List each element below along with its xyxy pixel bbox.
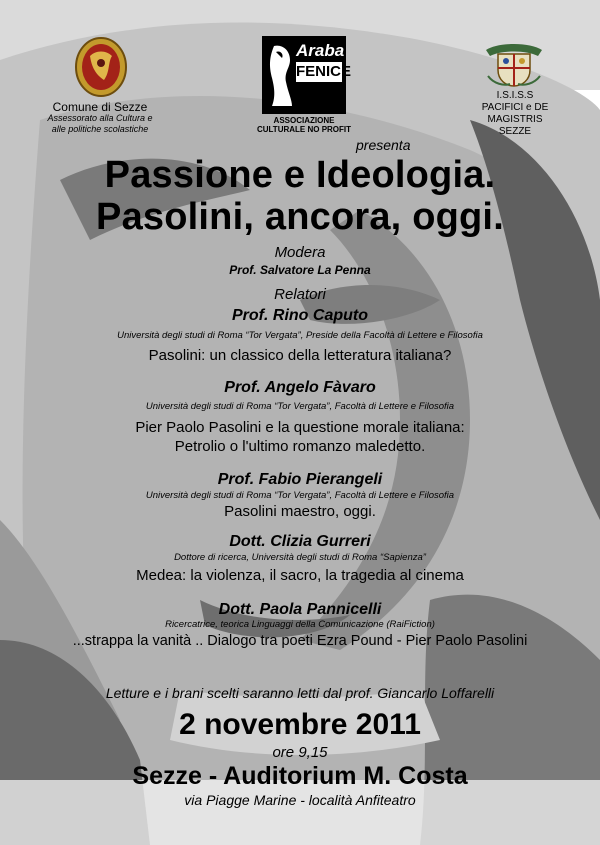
school-line2: PACIFICI e DE MAGISTRIS [481,102,549,125]
phoenix-horse-icon [266,42,296,108]
event-time: ore 9,15 [272,744,328,761]
moderator-label: Modera [274,244,326,261]
logo-fenice: FENICE [296,63,352,80]
event-date: 2 novembre 2011 [179,708,421,741]
comune-line2: alle politiche scolastiche [51,124,149,134]
logo-araba: Araba [296,41,345,60]
isiss-school-crest-icon [484,40,544,88]
speaker-name: Dott. Paola Pannicelli [218,601,382,618]
speaker-name: Dott. Clizia Gurreri [229,533,371,550]
event-address: via Piagge Marine - località Anfiteatro [184,792,416,808]
comune-line1: Assessorato alla Cultura e [47,113,153,123]
comune-sezze-crest-icon [74,36,128,98]
comune-block [40,101,160,135]
speakers-label: Relatori [274,286,326,303]
event-title-line2: Pasolini, ancora, oggi. [96,196,504,238]
speaker-talk-title: Pasolini maestro, oggi. [224,503,376,520]
association-label-2: CULTURALE NO PROFIT [256,125,352,134]
speaker-affiliation: Università degli studi di Roma “Tor Vergata”, Facoltà di Lettere e Filosofia [145,401,455,412]
araba-fenice-logo [262,36,352,114]
speaker-affiliation: Università degli studi di Roma “Tor Vergata”, Preside della Facoltà di Lettere e Filosofia [117,330,483,341]
school-block [460,90,570,138]
speaker-talk-title: ...strappa la vanità .. Dialogo tra poeti Ezra Pound - Pier Paolo Pasolini [72,633,528,649]
event-venue: Sezze - Auditorium M. Costa [132,762,468,790]
speaker-affiliation: Università degli studi di Roma “Tor Vergata”, Facoltà di Lettere e Filosofia [145,490,455,501]
speaker-talk-title: Pasolini: un classico della letteratura italiana? [148,347,452,364]
speaker-affiliation: Dottore di ricerca, Università degli studi di Roma “Sapienza” [174,552,426,563]
logo-fenice-box [296,62,352,82]
readings-note: Letture e i brani scelti saranno letti dal prof. Giancarlo Loffarelli [105,685,495,701]
speaker-talk-title: Pier Paolo Pasolini e la questione morale italiana: [135,419,465,436]
presenta-text: presenta [356,137,411,153]
speaker-talk-title: Medea: la violenza, il sacro, la tragedia al cinema [136,567,464,584]
speaker-talk-title: Petrolio o l'ultimo romanzo maledetto. [174,438,426,455]
association-label-1: ASSOCIAZIONE [273,116,335,125]
speaker-affiliation: Ricercatrice, teorica Linguaggi della Comunicazione (RaiFiction) [165,619,435,630]
speaker-name: Prof. Rino Caputo [232,307,368,324]
association-label [246,116,362,134]
event-title-line1: Passione e Ideologia. [104,154,496,196]
school-line1: I.S.I.S.S [496,90,534,101]
school-line3: SEZZE [498,126,532,137]
speaker-name: Prof. Angelo Fàvaro [224,379,376,396]
speaker-name: Prof. Fabio Pierangeli [217,471,383,488]
moderator-name: Prof. Salvatore La Penna [229,263,371,277]
comune-name: Comune di Sezze [52,100,148,114]
